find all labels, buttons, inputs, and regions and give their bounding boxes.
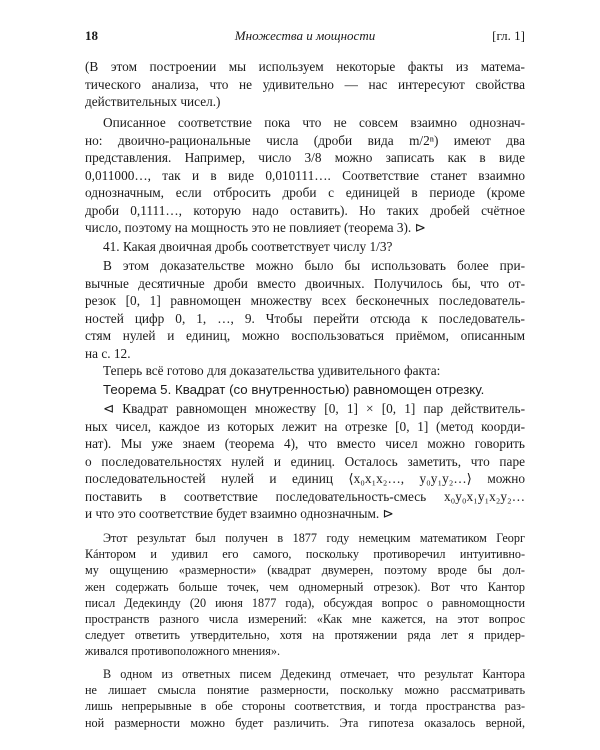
text-line: поставить в соответствие последовательность-смесь x₀y₀x₁y₁x₂y₂…: [85, 488, 525, 504]
theorem-statement: Теорема 5. Квадрат (со внутренностью) равномощен отрезку.: [103, 382, 485, 397]
text-line: ностей цифр 0, 1, …, 9. Чтобы перейти отсюда к последователь-: [85, 310, 525, 326]
text-line: представления. Например, число 3/8 можно записать как в виде: [85, 150, 525, 165]
text-line: ⊲ Квадрат равномощен множеству [0, 1] × [0, 1] пар действитель-: [103, 401, 525, 416]
text-line: пространств разного числа измерений: «Как мне кажется, на этот вопрос: [85, 612, 525, 627]
text-line: живался противоположного мнения».: [85, 644, 280, 659]
text-line: Описанное соответствие пока что не совсем взаимно однознач-: [103, 115, 525, 130]
text-line: о последовательностях нулей и единиц. Осталось заметить, что паре: [85, 453, 525, 469]
text-line: В этом доказательстве можно было бы использовать более при-: [103, 258, 525, 273]
text-line: но: двоично-рациональные числа (дроби вида m/2ⁿ) имеют два: [85, 132, 525, 148]
paragraph-correspondence: [85, 114, 525, 237]
theorem-5: [85, 381, 525, 399]
text-line: ной размерности можно будет различить. Эта гипотеза оказалось верной,: [85, 715, 525, 730]
text-line: тического анализа, что не удивительно — нас интересуют свойства: [85, 76, 525, 92]
text-line: на с. 12.: [85, 345, 131, 361]
text-line: однозначным, если отбросить дроби с единицей в периоде (кроме: [85, 185, 525, 200]
text-line: писал Дедекинду (20 июня 1877 года), обсуждая вопрос о равномощности: [85, 595, 525, 610]
text-line: следует ответить утвердительно, хотя на протяжении ряда лет я придер-: [85, 628, 525, 643]
text-line: стям нулей и единиц, можно воспользоваться приёмом, описанным: [85, 328, 525, 343]
text-line: 0,011000…, так и в виде 0,010111…. Соответствие станет взаимно: [85, 167, 525, 183]
problem-41: [85, 238, 525, 256]
text-line: вычные десятичные дроби вместо двоичных. Получилось бы, что от-: [85, 275, 525, 291]
text-line: лишь непрерывные в обе стороны соответствия, и тогда пространства раз-: [85, 699, 525, 714]
historical-note-dedekind: [85, 666, 525, 731]
text-line: Кáнтором и удивил его самого, поскольку противоречил интуитивно-: [85, 547, 525, 562]
page-header: [85, 28, 525, 46]
text-line: не лишает смысла понятие размерности, поскольку можно рассматривать: [85, 683, 525, 698]
text-line: (В этом построении мы используем некоторые факты из матема-: [85, 59, 525, 74]
chapter-label: [гл. 1]: [492, 28, 525, 43]
running-title: Множества и мощности: [234, 28, 376, 43]
text-line: последовательностей нулей и единиц ⟨x₀x₁x₂…, y₀y₁y₂…⟩ можно: [85, 471, 525, 486]
text-line: действительных чисел.): [85, 94, 221, 109]
page-number: 18: [85, 28, 98, 43]
paragraph-decimal: [85, 257, 525, 362]
text-line: 41. Какая двоичная дробь соответствует числу 1/3?: [103, 239, 393, 254]
historical-note-cantor: [85, 530, 525, 660]
text-line: число, поэтому на мощность это не повлияет (теорема 3). ⊳: [85, 220, 426, 235]
text-line: дроби 0,1111…, которую надо оставить). Но таких дробей счётное: [85, 202, 525, 218]
text-line: Этот результат был получен в 1877 году немецким математиком Георг: [103, 531, 525, 545]
text-line: му ощущению «размерности» (квадрат двумерен, поэтому вроде бы дол-: [85, 563, 525, 578]
text-line: нат). Мы уже знаем (теорема 4), что вместо чисел можно говорить: [85, 436, 525, 451]
text-line: Теперь всё готово для доказательства удивительного факта:: [103, 363, 441, 378]
paragraph-analysis-note: [85, 58, 525, 111]
text-line: и что это соответствие будет взаимно однозначным. ⊳: [85, 506, 394, 521]
text-line: жен содержать больше точек, чем одномерный отрезок). Вот что Кантор: [85, 579, 525, 594]
proof-block: [85, 400, 525, 523]
text-line: ных чисел, каждое из которых лежит на отрезке [0, 1] (метод коорди-: [85, 418, 525, 434]
text-line: резок [0, 1] равномощен множеству всех бесконечных последователь-: [85, 293, 525, 308]
text-line: В одном из ответных писем Дедекинд отмечает, что результат Кантора: [103, 667, 525, 681]
paragraph-ready: [85, 362, 525, 380]
